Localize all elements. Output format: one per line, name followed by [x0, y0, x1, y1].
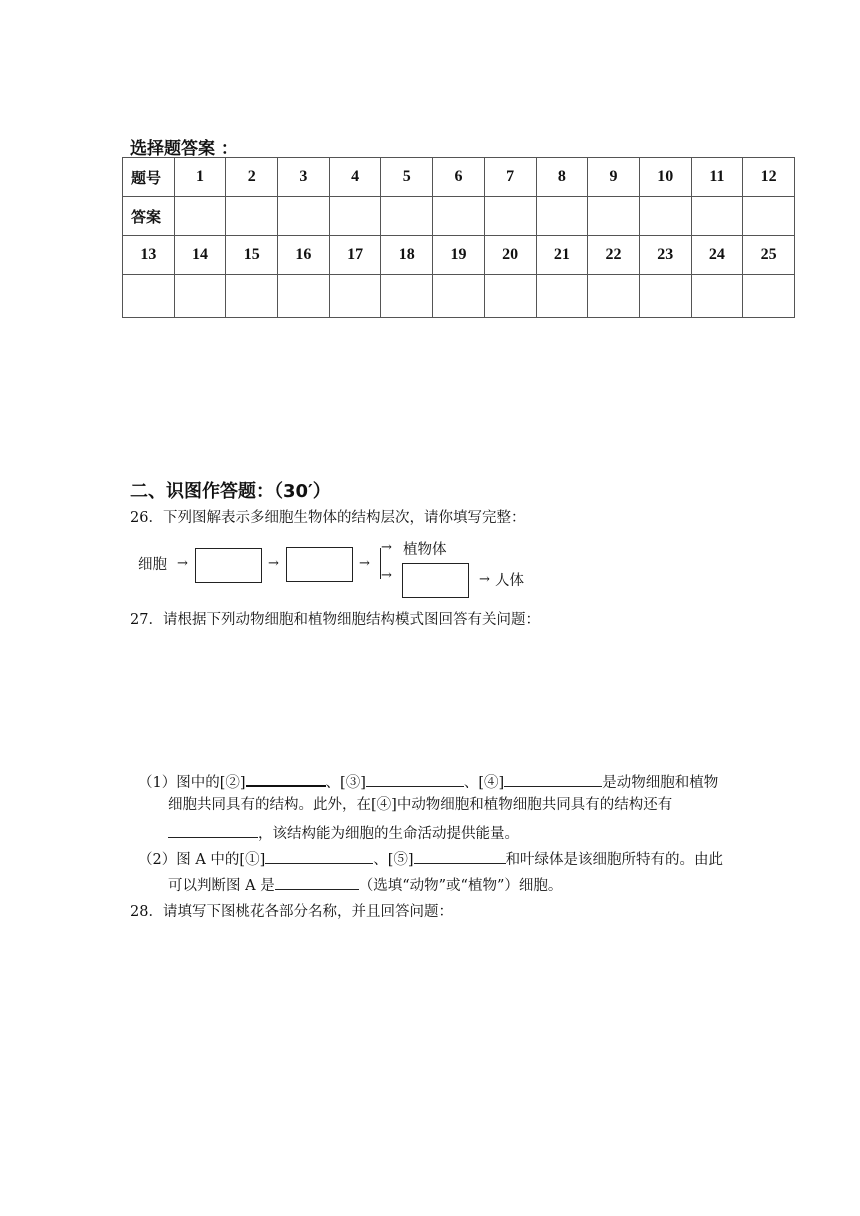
- answer-cell[interactable]: [329, 275, 381, 318]
- question-27: 27．请根据下列动物细胞和植物细胞结构模式图回答有关问题：: [130, 612, 540, 628]
- question-number-cell: 1: [174, 158, 226, 197]
- answer-cell[interactable]: [588, 275, 640, 318]
- blank-cell-type[interactable]: [275, 873, 359, 890]
- answer-cell[interactable]: [639, 275, 691, 318]
- table-row-answers-2: [123, 275, 795, 318]
- answer-box-system[interactable]: [402, 563, 469, 598]
- q27-p1-prefix: （1）图中的[②]: [138, 775, 246, 791]
- q27-p2-line2-suffix: （选填“动物”或“植物”）细胞。: [358, 878, 563, 894]
- blank-2[interactable]: [246, 769, 326, 787]
- arrow-icon: →: [177, 556, 188, 571]
- answer-cell[interactable]: [743, 275, 795, 318]
- q27-part2-line2: [168, 873, 562, 896]
- answer-cell[interactable]: [433, 275, 485, 318]
- answer-cell[interactable]: [278, 197, 330, 236]
- answer-cell[interactable]: [691, 197, 743, 236]
- q27-part1-line3: [168, 821, 519, 844]
- answer-cell[interactable]: [588, 197, 640, 236]
- q27-p1-sep2: 、[④]: [463, 775, 505, 791]
- q27-p1-suffix: 是动物细胞和植物: [602, 775, 719, 791]
- answer-box-organ[interactable]: [286, 547, 353, 582]
- answer-cell[interactable]: [484, 275, 536, 318]
- question-number-cell: 14: [174, 236, 226, 275]
- q27-p2-sep: 、[⑤]: [373, 852, 414, 868]
- answer-cell[interactable]: [639, 197, 691, 236]
- arrow-icon: →: [359, 556, 370, 571]
- arrow-icon: →: [381, 568, 392, 583]
- q27-part2-line1: [138, 847, 723, 870]
- answer-cell[interactable]: [123, 275, 175, 318]
- table-row-numbers-2: [123, 236, 795, 275]
- section-title: 二、识图作答题：（30′）: [130, 481, 331, 502]
- q27-part1-line2: 细胞共同具有的结构。此外，在[④]中动物细胞和植物细胞共同具有的结构还有: [168, 797, 673, 813]
- question-number-cell: 19: [433, 236, 485, 275]
- q27-p2-suffix: 和叶绿体是该细胞所特有的。由此: [505, 852, 724, 868]
- answer-cell[interactable]: [381, 275, 433, 318]
- answer-cell[interactable]: [433, 197, 485, 236]
- question-number-cell: 22: [588, 236, 640, 275]
- q27-part1-line1: [138, 769, 718, 793]
- answer-cell[interactable]: [226, 275, 278, 318]
- question-number-cell: 8: [536, 158, 588, 197]
- question-number-cell: 18: [381, 236, 433, 275]
- answer-cell[interactable]: [691, 275, 743, 318]
- question-number-cell: 10: [639, 158, 691, 197]
- answer-cell[interactable]: [743, 197, 795, 236]
- question-number-cell: 16: [278, 236, 330, 275]
- answer-cell[interactable]: [174, 197, 226, 236]
- blank-5[interactable]: [414, 847, 506, 864]
- diagram-label-cell: 细胞: [138, 557, 167, 573]
- blank-4[interactable]: [504, 770, 602, 787]
- answer-cell[interactable]: [381, 197, 433, 236]
- question-number-cell: 13: [123, 236, 175, 275]
- q27-p2-prefix: （2）图 A 中的[①]: [138, 852, 266, 868]
- question-number-cell: 5: [381, 158, 433, 197]
- question-number-cell: 9: [588, 158, 640, 197]
- blank-3[interactable]: [366, 770, 464, 787]
- answer-cell[interactable]: [278, 275, 330, 318]
- table-header-label: 题号: [123, 158, 175, 197]
- answer-cell[interactable]: [226, 197, 278, 236]
- table-row-answers-1: [123, 197, 795, 236]
- question-number-cell: 2: [226, 158, 278, 197]
- answer-cell[interactable]: [484, 197, 536, 236]
- question-number-cell: 20: [484, 236, 536, 275]
- diagram-label-plant: 植物体: [403, 542, 447, 558]
- q27-p1-sep1: 、[③]: [325, 775, 366, 791]
- blank-1[interactable]: [265, 847, 373, 864]
- question-number-cell: 23: [639, 236, 691, 275]
- question-number-cell: 7: [484, 158, 536, 197]
- question-number-cell: 11: [691, 158, 743, 197]
- question-28: 28．请填写下图桃花各部分名称，并且回答问题：: [130, 904, 453, 920]
- answer-table: [122, 157, 795, 318]
- answer-cell[interactable]: [536, 197, 588, 236]
- arrow-icon: →: [381, 540, 392, 555]
- q27-p1-line3-suffix: ，该结构能为细胞的生命活动提供能量。: [258, 826, 519, 842]
- blank-energy[interactable]: [168, 821, 258, 838]
- q27-p2-line2-prefix: 可以判断图 A 是: [168, 878, 275, 894]
- question-number-cell: 15: [226, 236, 278, 275]
- diagram-label-human: 人体: [495, 573, 524, 589]
- answer-section-title: 选择题答案 ：: [130, 139, 238, 159]
- question-number-cell: 17: [329, 236, 381, 275]
- question-number-cell: 12: [743, 158, 795, 197]
- question-number-cell: 24: [691, 236, 743, 275]
- table-row-numbers-1: [123, 158, 795, 197]
- answer-cell[interactable]: [174, 275, 226, 318]
- question-number-cell: 25: [743, 236, 795, 275]
- answer-box-tissue[interactable]: [195, 548, 262, 583]
- question-26: 26．下列图解表示多细胞生物体的结构层次，请你填写完整：: [130, 510, 526, 526]
- table-answer-label: 答案: [123, 197, 175, 236]
- arrow-icon: →: [479, 572, 490, 587]
- question-number-cell: 6: [433, 158, 485, 197]
- arrow-icon: →: [268, 556, 279, 571]
- question-number-cell: 3: [278, 158, 330, 197]
- answer-cell[interactable]: [536, 275, 588, 318]
- answer-cell[interactable]: [329, 197, 381, 236]
- question-number-cell: 21: [536, 236, 588, 275]
- question-number-cell: 4: [329, 158, 381, 197]
